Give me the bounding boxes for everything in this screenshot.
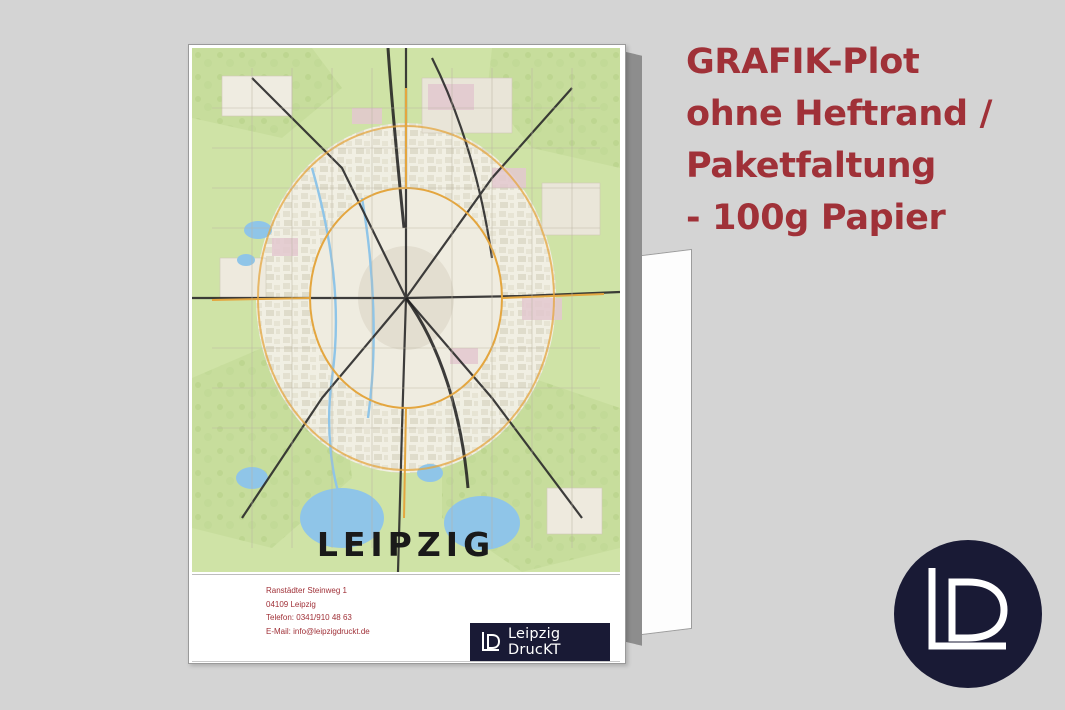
company-brand-name: Leipzig DrucKT — [508, 626, 561, 658]
poster-footer-band — [192, 574, 620, 661]
corner-brand-logo — [894, 540, 1042, 688]
ld-monogram-icon — [480, 630, 502, 654]
address-email: E-Mail: info@leipzigdruckt.de — [266, 626, 370, 636]
address-phone: Telefon: 0341/910 48 63 — [266, 613, 352, 622]
headline-line-1: GRAFIK-Plot — [686, 42, 920, 82]
product-headline — [686, 36, 1046, 244]
headline-line-3: Paketfaltung — [686, 146, 936, 186]
headline-line-4: - 100g Papier — [686, 198, 946, 238]
footer-divider — [192, 661, 620, 662]
map-city-label: LEIPZIG — [316, 525, 496, 564]
map-svg — [192, 48, 620, 572]
city-map-graphic — [192, 48, 620, 572]
printed-plot-front-sheet — [188, 44, 626, 664]
headline-line-2: ohne Heftrand / — [686, 94, 993, 134]
company-logo-badge — [470, 623, 610, 661]
contact-address-block — [266, 584, 370, 638]
address-street: Ranstädter Steinweg 1 — [266, 586, 347, 595]
address-city: 04109 Leipzig — [266, 599, 316, 609]
ld-monogram-icon — [894, 540, 1042, 688]
